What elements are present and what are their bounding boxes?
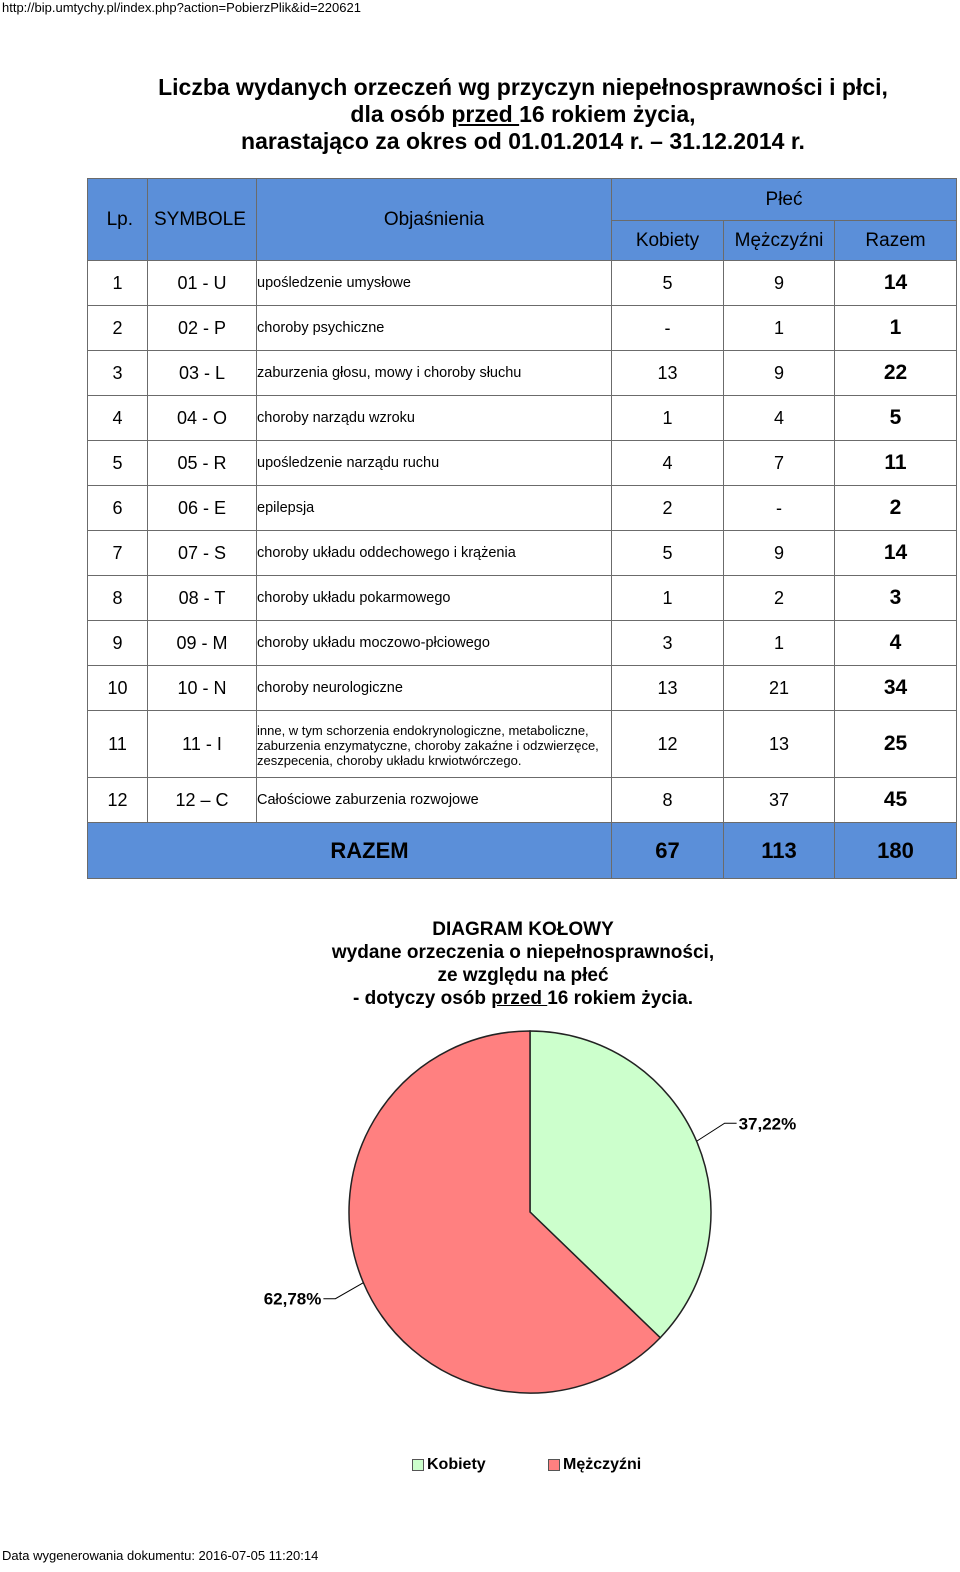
cell-mezczyzni: 9 — [724, 261, 835, 306]
pie-label-kobiety: 37,22% — [738, 1114, 797, 1134]
cell-razem: 5 — [835, 396, 957, 441]
cell-symbol: 01 - U — [148, 261, 257, 306]
cell-kobiety: 8 — [612, 778, 724, 823]
cell-mezczyzni: 7 — [724, 441, 835, 486]
cell-lp: 2 — [88, 306, 148, 351]
cell-symbol: 02 - P — [148, 306, 257, 351]
header-lp: Lp. — [88, 179, 148, 261]
cell-lp: 4 — [88, 396, 148, 441]
title-line-1: Liczba wydanych orzeczeń wg przyczyn niepełnosprawności i płci, — [158, 74, 888, 100]
legend-label-mezczyzni: Mężczyźni — [563, 1456, 642, 1473]
header-plec: Płeć — [612, 179, 957, 221]
cell-description: epilepsja — [257, 486, 612, 531]
cell-mezczyzni: 9 — [724, 531, 835, 576]
title-line-2-underlined: przed — [451, 101, 520, 127]
cell-description: choroby układu pokarmowego — [257, 576, 612, 621]
cell-kobiety: 13 — [612, 666, 724, 711]
pie-leader-line — [323, 1283, 363, 1299]
cell-razem: 25 — [835, 711, 957, 778]
cell-kobiety: 4 — [612, 441, 724, 486]
cell-razem: 1 — [835, 306, 957, 351]
cell-razem: 45 — [835, 778, 957, 823]
cell-mezczyzni: 4 — [724, 396, 835, 441]
cell-description: upośledzenie umysłowe — [257, 261, 612, 306]
cell-description: choroby psychiczne — [257, 306, 612, 351]
legend-swatch-kobiety — [412, 1459, 424, 1471]
generation-date: Data wygenerowania dokumentu: 2016-07-05 11:20:14 — [2, 1548, 319, 1563]
diagram-title-line-2: wydane orzeczenia o niepełnosprawności, — [331, 942, 715, 963]
cell-kobiety: 1 — [612, 576, 724, 621]
cell-razem: 14 — [835, 531, 957, 576]
cell-description: choroby narządu wzroku — [257, 396, 612, 441]
cell-symbol: 05 - R — [148, 441, 257, 486]
legend-swatch-mezczyzni — [548, 1459, 560, 1471]
cell-mezczyzni: 9 — [724, 351, 835, 396]
cell-kobiety: 3 — [612, 621, 724, 666]
cell-symbol: 03 - L — [148, 351, 257, 396]
cell-description: choroby neurologiczne — [257, 666, 612, 711]
cell-razem: 3 — [835, 576, 957, 621]
cell-symbol: 08 - T — [148, 576, 257, 621]
header-symbole: SYMBOLE — [148, 179, 257, 261]
title-line-3: narastająco za okres od 01.01.2014 r. – 31.12.2014 r. — [241, 128, 805, 154]
pie-label-mezczyzni: 62,78% — [263, 1289, 322, 1309]
cell-symbol: 07 - S — [148, 531, 257, 576]
header-razem: Razem — [835, 221, 957, 261]
cell-lp: 7 — [88, 531, 148, 576]
legend-item-mezczyzni — [548, 1456, 641, 1474]
cell-kobiety: 12 — [612, 711, 724, 778]
title-line-2-pre: dla osób — [350, 101, 452, 127]
source-url: http://bip.umtychy.pl/index.php?action=PobierzPlik&id=220621 — [2, 0, 361, 15]
cell-kobiety: - — [612, 306, 724, 351]
cell-description: zaburzenia głosu, mowy i choroby słuchu — [257, 351, 612, 396]
cell-lp: 12 — [88, 778, 148, 823]
cell-symbol: 06 - E — [148, 486, 257, 531]
title-line-2-post: 16 rokiem życia, — [519, 101, 696, 127]
cell-mezczyzni: 37 — [724, 778, 835, 823]
cell-description: Całościowe zaburzenia rozwojowe — [257, 778, 612, 823]
cell-lp: 5 — [88, 441, 148, 486]
cell-razem: 4 — [835, 621, 957, 666]
diagram-title-line-1: DIAGRAM KOŁOWY — [432, 919, 614, 940]
cell-kobiety: 5 — [612, 531, 724, 576]
diagram-title-line-4-underlined: przed — [491, 988, 548, 1009]
cell-mezczyzni: 2 — [724, 576, 835, 621]
cell-lp: 6 — [88, 486, 148, 531]
footer-razem: 180 — [835, 823, 957, 879]
cell-lp: 11 — [88, 711, 148, 778]
cell-kobiety: 5 — [612, 261, 724, 306]
legend-label-kobiety: Kobiety — [427, 1456, 486, 1473]
cell-razem: 11 — [835, 441, 957, 486]
footer-mezczyzni: 113 — [724, 823, 835, 879]
header-mezczyzni: Mężczyźni — [724, 221, 835, 261]
cell-description: choroby układu moczowo-płciowego — [257, 621, 612, 666]
cell-razem: 22 — [835, 351, 957, 396]
cell-kobiety: 13 — [612, 351, 724, 396]
cell-lp: 9 — [88, 621, 148, 666]
cell-mezczyzni: 1 — [724, 306, 835, 351]
cell-symbol: 11 - I — [148, 711, 257, 778]
cell-lp: 10 — [88, 666, 148, 711]
header-objasnienia: Objaśnienia — [257, 179, 612, 261]
diagram-title-line-4-pre: - dotyczy osób — [352, 988, 492, 1009]
legend-item-kobiety — [412, 1456, 486, 1474]
cell-symbol: 12 – C — [148, 778, 257, 823]
cell-symbol: 04 - O — [148, 396, 257, 441]
cell-mezczyzni: 13 — [724, 711, 835, 778]
cell-symbol: 10 - N — [148, 666, 257, 711]
cell-lp: 1 — [88, 261, 148, 306]
cell-mezczyzni: 21 — [724, 666, 835, 711]
cell-razem: 34 — [835, 666, 957, 711]
header-kobiety: Kobiety — [612, 221, 724, 261]
cell-symbol: 09 - M — [148, 621, 257, 666]
cell-lp: 8 — [88, 576, 148, 621]
cell-razem: 14 — [835, 261, 957, 306]
cell-mezczyzni: 1 — [724, 621, 835, 666]
cell-kobiety: 1 — [612, 396, 724, 441]
cell-description: inne, w tym schorzenia endokrynologiczne, metaboliczne, zaburzenia enzymatyczne, choroby zakaźne i odzwierzęce, zeszpecenia, choroby układu krwiotwórczego. — [257, 711, 612, 778]
cell-description: upośledzenie narządu ruchu — [257, 441, 612, 486]
cell-lp: 3 — [88, 351, 148, 396]
cell-kobiety: 2 — [612, 486, 724, 531]
footer-razem-label: RAZEM — [88, 823, 612, 879]
cell-description: choroby układu oddechowego i krążenia — [257, 531, 612, 576]
diagram-title-line-3: ze względu na płeć — [437, 965, 609, 986]
footer-kobiety: 67 — [612, 823, 724, 879]
diagram-title-line-4-post: 16 rokiem życia. — [547, 988, 693, 1009]
pie-leader-line — [697, 1123, 737, 1141]
cell-mezczyzni: - — [724, 486, 835, 531]
cell-razem: 2 — [835, 486, 957, 531]
